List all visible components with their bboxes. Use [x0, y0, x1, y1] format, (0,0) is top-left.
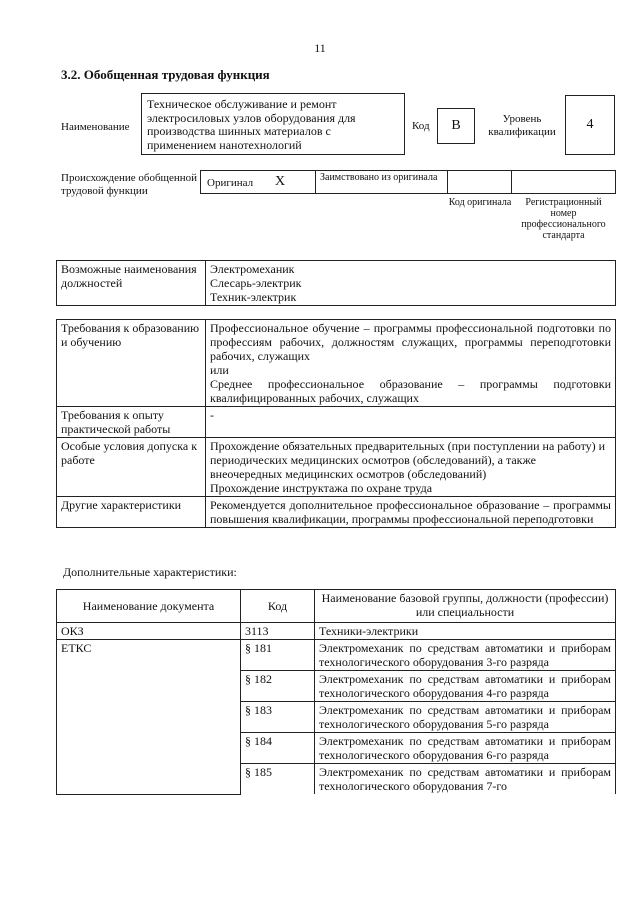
- code-cell: § 185: [241, 764, 315, 795]
- table-row: [57, 623, 616, 640]
- level-label: Уровень квалификации: [488, 113, 556, 138]
- requirement-line: -: [210, 408, 214, 422]
- requirement-line: Профессиональное обучение – программы профессиональной подготовки по профессиям рабочих, должностям служащих, программы переподготовки рабочих, служащих: [210, 321, 611, 363]
- requirement-label: Требования к образованию и обучению: [57, 320, 206, 407]
- name-label: Наименование: [61, 121, 130, 133]
- requirement-line: Среднее профессиональное образование – программы подготовки квалифицированных рабочих, служащих: [210, 377, 611, 405]
- requirement-line: Прохождение обязательных предварительных (при поступлении на работу) и периодических медицинских осмотров (обследований), а также внеочередных медицинских осмотров (обследований): [210, 439, 606, 481]
- requirement-line: Рекомендуется дополнительное профессиональное образование – программы повышения квалификации, программы профессиональной переподготовки: [210, 498, 611, 526]
- position-item: Техник-электрик: [210, 290, 297, 304]
- additional-header-row: [57, 590, 616, 623]
- requirement-row: [57, 320, 616, 407]
- name-cell: Электромеханик по средствам автоматики и приборам технологического оборудования 7-го: [315, 764, 616, 795]
- original-label: Оригинал: [207, 177, 254, 189]
- code-cell: § 183: [241, 702, 315, 733]
- doc-cell: ОКЗ: [57, 623, 241, 640]
- name-value: Техническое обслуживание и ремонт электросиловых узлов оборудования для производства шинных материалов с применением нанотехнологий: [141, 93, 405, 155]
- requirement-line: или: [210, 363, 229, 377]
- requirement-value: [206, 407, 616, 438]
- col-code-header: Код: [241, 590, 315, 623]
- requirement-row: [57, 438, 616, 497]
- name-cell: Электромеханик по средствам автоматики и приборам технологического оборудования 5-го разряда: [315, 702, 616, 733]
- code-cell: § 184: [241, 733, 315, 764]
- code-original-label: Код оригинала: [448, 197, 512, 208]
- name-cell: Электромеханик по средствам автоматики и приборам технологического оборудования 3-го разряда: [315, 640, 616, 671]
- position-item: Электромеханик: [210, 262, 295, 276]
- additional-table: [56, 589, 616, 795]
- positions-list: [206, 261, 616, 306]
- requirement-label: Требования к опыту практической работы: [57, 407, 206, 438]
- name-cell: Техники-электрики: [315, 623, 616, 640]
- requirement-row: [57, 407, 616, 438]
- table-row: [57, 640, 616, 671]
- level-value: 4: [565, 95, 615, 155]
- positions-label: Возможные наименования должностей: [57, 261, 206, 306]
- code-cell: 3113: [241, 623, 315, 640]
- name-cell: Электромеханик по средствам автоматики и приборам технологического оборудования 4-го разряда: [315, 671, 616, 702]
- code-cell: § 182: [241, 671, 315, 702]
- origin-label: Происхождение обобщенной трудовой функции: [61, 172, 198, 197]
- doc-cell: ЕТКС: [57, 640, 241, 795]
- requirement-label: Другие характеристики: [57, 497, 206, 528]
- requirement-line: Прохождение инструктажа по охране труда: [210, 481, 433, 495]
- requirement-label: Особые условия допуска к работе: [57, 438, 206, 497]
- col-name-header: Наименование базовой группы, должности (профессии) или специальности: [315, 590, 616, 623]
- code-value: B: [437, 108, 475, 144]
- requirement-value: [206, 438, 616, 497]
- code-cell: § 181: [241, 640, 315, 671]
- additional-heading: Дополнительные характеристики:: [63, 565, 237, 579]
- position-item: Слесарь-электрик: [210, 276, 302, 290]
- col-doc-header: Наименование документа: [57, 590, 241, 623]
- origin-row: [200, 170, 616, 194]
- borrowed-cell: Заимствовано из оригинала: [316, 171, 448, 193]
- requirement-value: [206, 497, 616, 528]
- positions-table: [56, 260, 616, 306]
- requirement-row: [57, 497, 616, 528]
- original-cell: [201, 171, 316, 193]
- reg-number-cell: [512, 171, 615, 193]
- code-label: Код: [412, 120, 430, 132]
- requirement-value: [206, 320, 616, 407]
- code-original-cell: [448, 171, 512, 193]
- section-title: 3.2. Обобщенная трудовая функция: [61, 67, 270, 82]
- requirements-table: [56, 319, 616, 528]
- reg-number-label: Регистрационный номер профессионального стандарта: [521, 197, 606, 241]
- page-number: 11: [314, 41, 326, 55]
- name-cell: Электромеханик по средствам автоматики и приборам технологического оборудования 6-го разряда: [315, 733, 616, 764]
- original-mark: X: [275, 174, 286, 189]
